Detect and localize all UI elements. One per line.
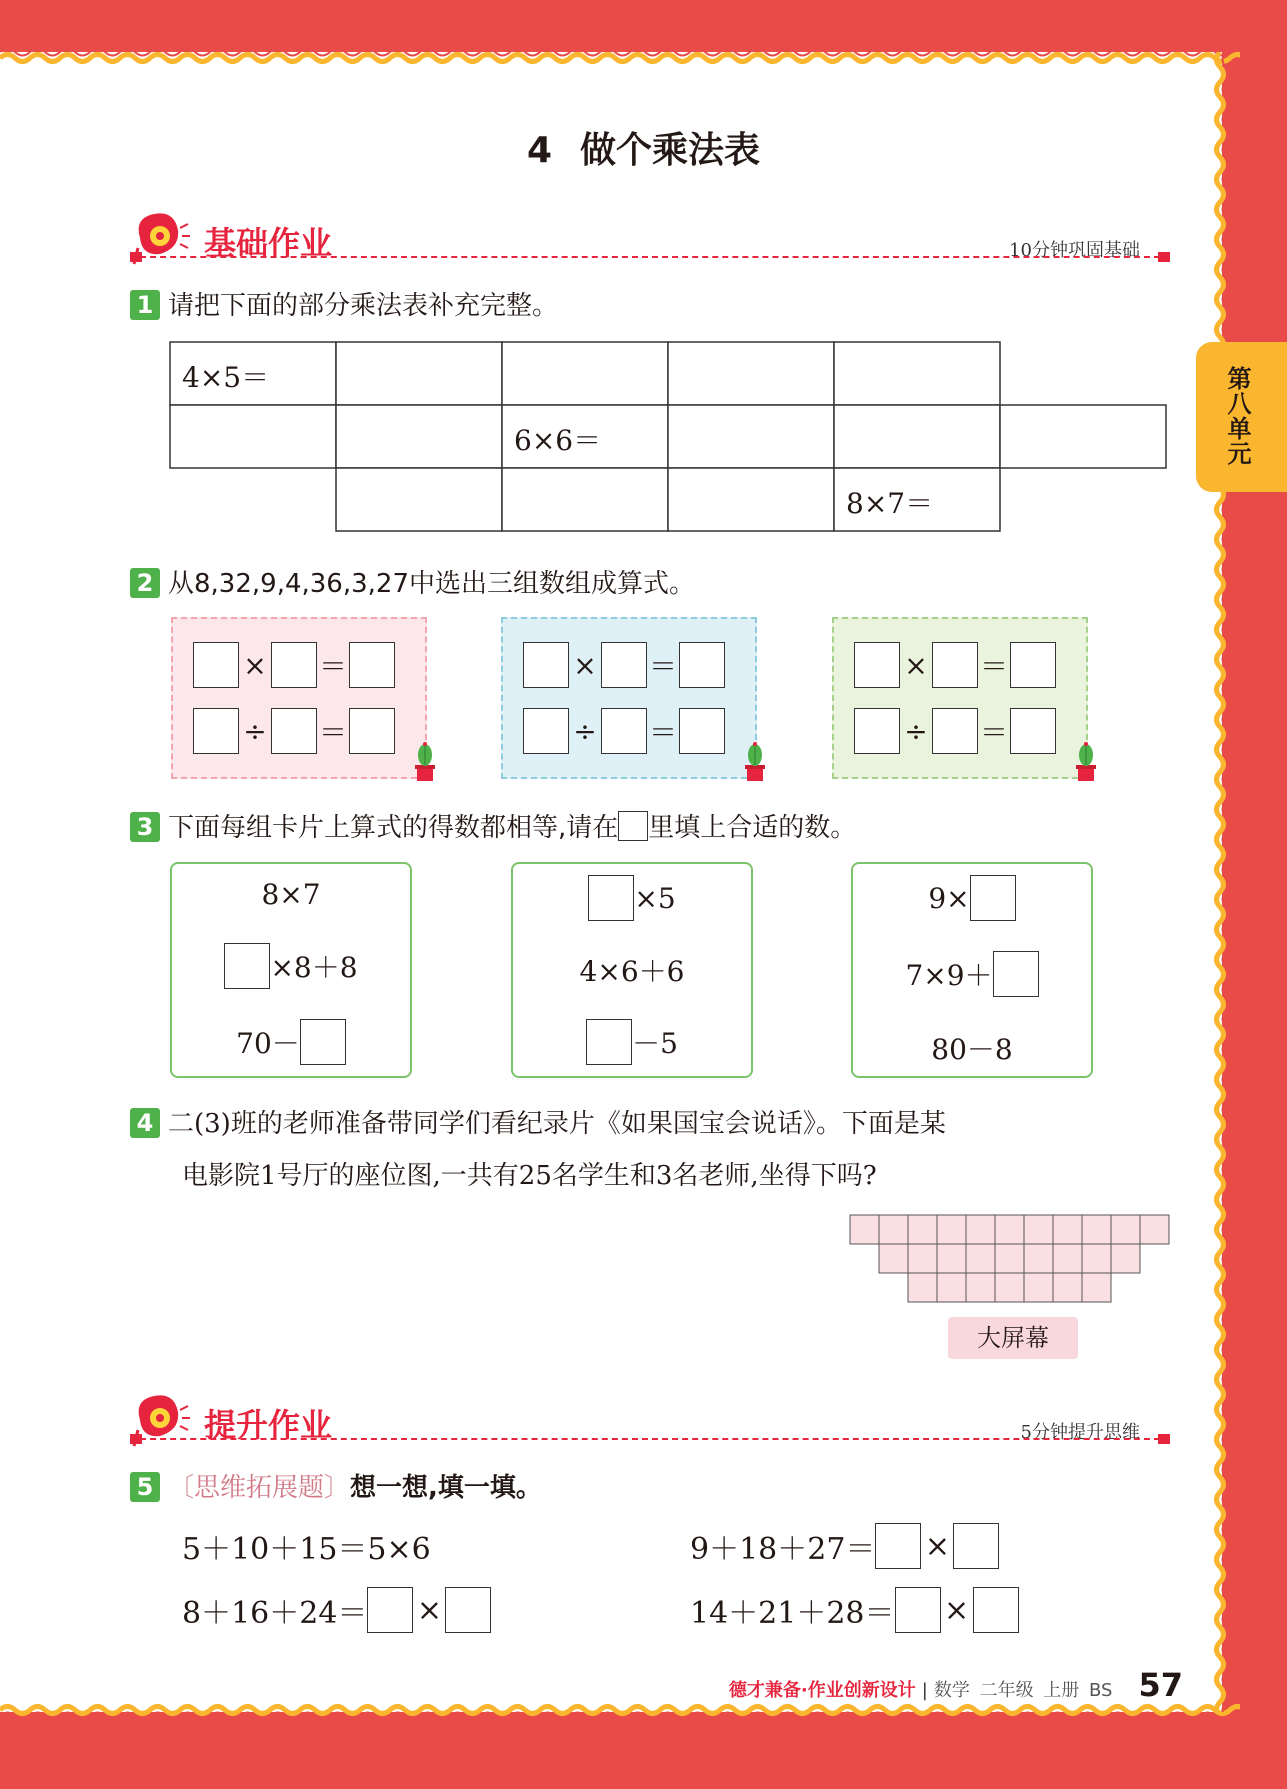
times-sign: × xyxy=(924,1528,950,1564)
card-2-expr-2: 4×6＋6 xyxy=(579,955,685,988)
cactus-pot-icon xyxy=(741,741,769,783)
question-number-4: 4 xyxy=(130,1108,160,1138)
card-2-expr-1: ×5 xyxy=(634,881,676,915)
seat xyxy=(908,1244,937,1273)
answer-box[interactable] xyxy=(854,708,900,754)
table-cell[interactable] xyxy=(668,468,834,531)
card-3-expr-1: 9× xyxy=(928,881,970,915)
seat xyxy=(937,1244,966,1273)
question-1-text: 请把下面的部分乘法表补充完整。 xyxy=(168,291,559,321)
seat xyxy=(1024,1215,1053,1244)
table-cell[interactable] xyxy=(502,468,668,531)
answer-box[interactable] xyxy=(970,875,1016,921)
page-number: 57 xyxy=(1138,1666,1183,1704)
question-5-text: 想一想,填一填。 xyxy=(350,1473,542,1503)
divide-equation-row xyxy=(523,708,725,754)
question-3 xyxy=(130,810,856,846)
seat xyxy=(908,1273,937,1302)
section-advanced-header xyxy=(130,1390,1170,1450)
q5-example-equation xyxy=(182,1523,431,1569)
card-2-expr-3: －5 xyxy=(632,1027,678,1060)
table-cell-4x5: 4×5＝ xyxy=(182,361,270,394)
section-advanced-title: 提升作业 xyxy=(204,1406,333,1444)
q5-equation-4 xyxy=(690,1587,1019,1633)
card-1-row-1 xyxy=(172,870,410,918)
lesson-number: 4 xyxy=(526,130,553,171)
section-basic-header xyxy=(130,208,1170,268)
question-number-1: 1 xyxy=(130,290,160,320)
seat xyxy=(850,1215,879,1244)
cactus-pot-icon xyxy=(1072,741,1100,783)
seat xyxy=(937,1273,966,1302)
table-cell[interactable] xyxy=(502,342,668,405)
page-footer xyxy=(729,1666,1183,1704)
card-3-expr-2: 7×9＋ xyxy=(905,959,993,992)
equation-card-2 xyxy=(501,617,757,779)
answer-box[interactable] xyxy=(973,1587,1019,1633)
card-2-row-3 xyxy=(513,1018,751,1066)
page-title xyxy=(0,122,1287,173)
equal-card-3 xyxy=(851,862,1093,1078)
top-wavy-border xyxy=(0,44,1240,72)
multiply-equation-row xyxy=(854,642,1056,688)
operator-sign: ＝ xyxy=(979,650,1008,683)
unit-side-tab[interactable] xyxy=(1196,342,1287,492)
operator-sign: × xyxy=(904,648,928,682)
section-divider xyxy=(130,1438,1170,1440)
seat xyxy=(879,1244,908,1273)
seat xyxy=(995,1244,1024,1273)
table-cell[interactable] xyxy=(834,405,1000,468)
question-number-2: 2 xyxy=(130,568,160,598)
tag-label: 思维拓展题 xyxy=(194,1473,325,1503)
card-1-row-3 xyxy=(172,1018,410,1066)
seat xyxy=(1053,1244,1082,1273)
seat xyxy=(995,1215,1024,1244)
section-basic-note: 10分钟巩固基础 xyxy=(1009,240,1140,261)
multiply-equation-row xyxy=(523,642,725,688)
answer-box[interactable] xyxy=(679,642,725,688)
answer-box[interactable] xyxy=(601,708,647,754)
footer-brand: 德才兼备·作业创新设计 xyxy=(728,1680,916,1701)
section-basic-title: 基础作业 xyxy=(204,224,333,262)
tag-bracket-open: 〔 xyxy=(168,1473,195,1503)
cinema-seat-map xyxy=(849,1214,1171,1304)
card-3-expr-3: 80－8 xyxy=(931,1033,1013,1066)
question-5-tag xyxy=(168,1473,350,1503)
card-1-expr-3: 70－ xyxy=(236,1027,300,1060)
seat xyxy=(995,1273,1024,1302)
answer-box[interactable] xyxy=(601,642,647,688)
q5-equation-3 xyxy=(182,1587,491,1633)
answer-box[interactable] xyxy=(367,1587,413,1633)
table-cell[interactable] xyxy=(336,405,502,468)
equation-card-1 xyxy=(171,617,427,779)
section-divider xyxy=(130,256,1170,258)
table-cell-8x7: 8×7＝ xyxy=(846,487,934,520)
card-3-row-3 xyxy=(853,1024,1091,1072)
q5-equation-2 xyxy=(690,1523,999,1569)
cactus-pot-icon xyxy=(411,741,439,783)
answer-box[interactable] xyxy=(588,875,634,921)
answer-box[interactable] xyxy=(523,642,569,688)
question-2 xyxy=(130,566,695,602)
right-wavy-border xyxy=(1206,52,1234,1712)
table-cell[interactable] xyxy=(336,468,502,531)
answer-box[interactable] xyxy=(679,708,725,754)
operator-sign: × xyxy=(573,648,597,682)
answer-box[interactable] xyxy=(1010,708,1056,754)
card-1-row-2 xyxy=(172,942,410,990)
answer-box[interactable] xyxy=(523,708,569,754)
operator-sign: ＝ xyxy=(318,650,347,683)
divide-equation-row xyxy=(193,708,395,754)
card-2-row-2 xyxy=(513,946,751,994)
table-cell[interactable] xyxy=(1000,405,1166,468)
operator-sign: × xyxy=(243,648,267,682)
answer-box[interactable] xyxy=(271,708,317,754)
operator-sign: ＝ xyxy=(979,716,1008,749)
multiplication-table-grid xyxy=(168,340,1168,536)
table-cell[interactable] xyxy=(834,342,1000,405)
answer-box[interactable] xyxy=(193,642,239,688)
operator-sign: ÷ xyxy=(243,714,267,748)
table-cell[interactable] xyxy=(170,405,336,468)
divider-start-mark xyxy=(130,1434,142,1444)
unit-side-tab-label: 第八单元 xyxy=(1223,366,1251,466)
answer-box[interactable] xyxy=(1010,642,1056,688)
question-number-3: 3 xyxy=(130,812,160,842)
answer-box[interactable] xyxy=(895,1587,941,1633)
question-3-text-b: 里填上合适的数。 xyxy=(648,813,857,843)
question-4-line-2: 电影院1号厅的座位图,一共有25名学生和3名老师,坐得下吗? xyxy=(182,1161,877,1191)
divide-equation-row xyxy=(854,708,1056,754)
seat xyxy=(966,1215,995,1244)
answer-box[interactable] xyxy=(349,642,395,688)
question-4 xyxy=(130,1106,946,1142)
seat xyxy=(1053,1273,1082,1302)
card-2-row-1 xyxy=(513,874,751,922)
answer-box[interactable] xyxy=(932,642,978,688)
seat xyxy=(1140,1215,1169,1244)
footer-separator: | xyxy=(921,1680,928,1701)
answer-box[interactable] xyxy=(300,1019,346,1065)
seat xyxy=(1053,1215,1082,1244)
answer-box[interactable] xyxy=(932,708,978,754)
answer-box[interactable] xyxy=(224,943,270,989)
tag-bracket-close: 〕 xyxy=(324,1473,351,1503)
question-number-5: 5 xyxy=(130,1472,160,1502)
q5-eq-4-text: 14＋21＋28＝ xyxy=(690,1596,895,1631)
answer-box[interactable] xyxy=(993,951,1039,997)
operator-sign: ＝ xyxy=(648,716,677,749)
q5-eq-2-text: 9＋18＋27＝ xyxy=(690,1532,876,1567)
times-sign: × xyxy=(943,1592,970,1628)
seat xyxy=(879,1215,908,1244)
divider-end-mark xyxy=(1158,1434,1170,1444)
seat xyxy=(966,1244,995,1273)
table-cell-6x6: 6×6＝ xyxy=(514,424,602,457)
answer-box[interactable] xyxy=(586,1019,632,1065)
equal-card-2 xyxy=(511,862,753,1078)
answer-box[interactable] xyxy=(271,642,317,688)
seat xyxy=(908,1215,937,1244)
answer-box-sample xyxy=(618,811,648,841)
q5-eq-1: 5＋10＋15＝5×6 xyxy=(182,1532,431,1567)
answer-box[interactable] xyxy=(445,1587,491,1633)
table-cell[interactable] xyxy=(668,342,834,405)
section-advanced-note: 5分钟提升思维 xyxy=(1020,1422,1140,1443)
seat xyxy=(937,1215,966,1244)
footer-book-info: 数学 二年级 上册 BS xyxy=(933,1680,1113,1701)
answer-box[interactable] xyxy=(349,708,395,754)
multiply-equation-row xyxy=(193,642,395,688)
operator-sign: ÷ xyxy=(573,714,597,748)
seat xyxy=(1111,1215,1140,1244)
table-cell[interactable] xyxy=(668,405,834,468)
seat xyxy=(966,1273,995,1302)
seat xyxy=(1024,1244,1053,1273)
seat xyxy=(1082,1273,1111,1302)
big-screen-label: 大屏幕 xyxy=(948,1317,1078,1359)
q5-eq-3-text: 8＋16＋24＝ xyxy=(182,1596,368,1631)
seat xyxy=(1082,1244,1111,1273)
divider-start-mark xyxy=(130,252,142,262)
divider-end-mark xyxy=(1158,252,1170,262)
question-1 xyxy=(130,288,558,324)
question-4-line-1: 二(3)班的老师准备带同学们看纪录片《如果国宝会说话》。下面是某 xyxy=(168,1109,946,1139)
lesson-title: 做个乘法表 xyxy=(580,130,761,171)
seat xyxy=(1024,1273,1053,1302)
card-3-row-1 xyxy=(853,874,1091,922)
answer-box[interactable] xyxy=(875,1523,921,1569)
answer-box[interactable] xyxy=(193,708,239,754)
seat xyxy=(1082,1215,1111,1244)
card-1-expr-1: 8×7 xyxy=(261,877,321,911)
times-sign: × xyxy=(416,1592,442,1628)
operator-sign: ＝ xyxy=(648,650,677,683)
equal-card-1 xyxy=(170,862,412,1078)
answer-box[interactable] xyxy=(953,1523,999,1569)
operator-sign: ＝ xyxy=(318,716,347,749)
question-2-text: 从8,32,9,4,36,3,27中选出三组数组成算式。 xyxy=(168,569,696,599)
seat xyxy=(1111,1244,1140,1273)
equation-card-3 xyxy=(832,617,1088,779)
card-3-row-2 xyxy=(853,950,1091,998)
card-1-expr-2: ×8＋8 xyxy=(270,951,358,984)
question-5 xyxy=(130,1470,542,1506)
answer-box[interactable] xyxy=(854,642,900,688)
question-3-text-a: 下面每组卡片上算式的得数都相等,请在 xyxy=(168,813,619,843)
table-cell[interactable] xyxy=(336,342,502,405)
operator-sign: ÷ xyxy=(904,714,928,748)
